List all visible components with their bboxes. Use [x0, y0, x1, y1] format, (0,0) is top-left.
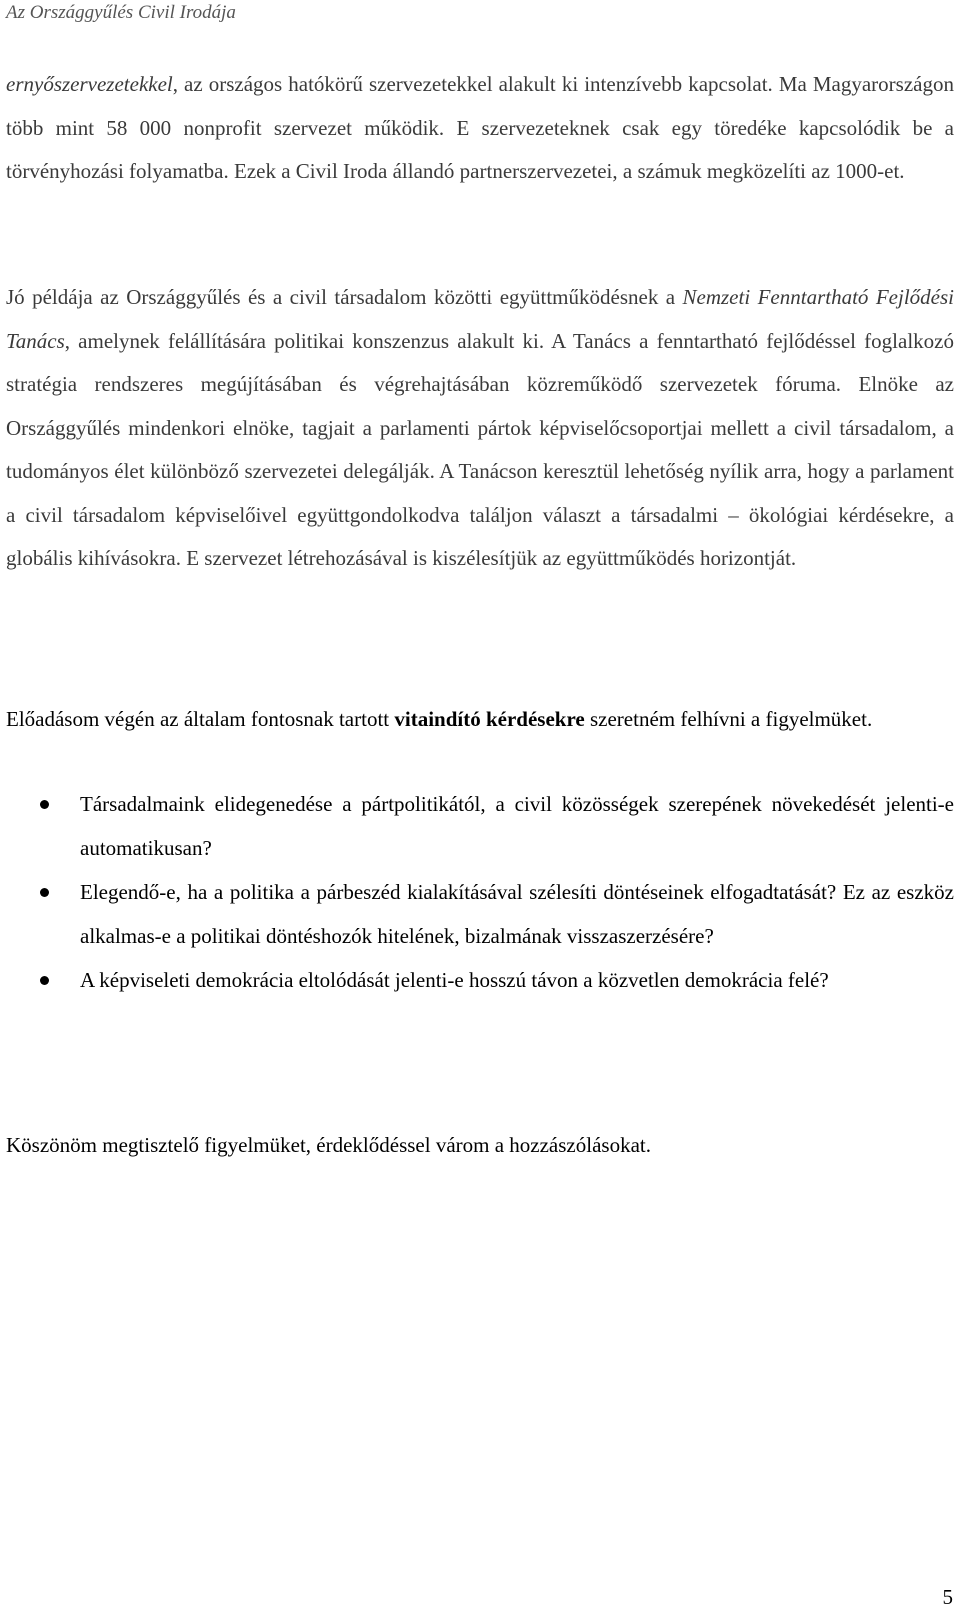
bullet-icon	[40, 976, 49, 985]
paragraph-council-body: , amelynek felállítására politikai konszenzus alakult ki. A Tanács a fenntartható fejlődéssel foglalkozó stratégia rendszeres megújításában és végrehajtásában közreműködő szervezetek fóruma. Elnöke az Országgyűlés mindenkori elnöke, tagjait a parlamenti pártok képviselőcsoportjai mellett a civil társadalom, a tudományos élet különböző szervezetei delegálják. A Tanácson keresztül lehetőség nyílik arra, hogy a parlament a civil társadalom képviselőivel együttgondolkodva találjon választ a társadalmi – ökológiai kérdésekre, a globális kihívásokra. E szervezet létrehozásával is kiszélesítjük az együttműködés horizontját.	[6, 328, 954, 570]
discussion-questions-list	[6, 783, 954, 1004]
bullet-icon	[40, 800, 49, 809]
question-text: Elegendő-e, ha a politika a párbeszéd kialakításával szélesíti döntéseinek elfogadtatását? Ez az eszköz alkalmas-e a politikai döntéshozók hitelének, bizalmának visszaszerzésére?	[80, 880, 954, 948]
paragraph-sustainable-development-council	[6, 276, 954, 581]
list-item	[6, 959, 954, 1003]
emphasis-umbrella-organizations: ernyőszervezetekkel	[6, 72, 173, 96]
bullet-icon	[40, 888, 49, 897]
closing-remark: Köszönöm megtisztelő figyelmüket, érdeklődéssel várom a hozzászólásokat.	[6, 1133, 651, 1157]
paragraph-discussion-questions-intro	[6, 698, 954, 742]
list-item	[6, 871, 954, 958]
paragraph-civil-partners-text: , az országos hatókörű szervezetekkel alakult ki intenzívebb kapcsolat. Ma Magyarországon több mint 58 000 nonprofit szervezet működik. E szervezeteknek csak egy töredéke kapcsolódik be a törvényhozási folyamatba. Ezek a Civil Iroda állandó partnerszervezetei, a számuk megközelíti az 1000-et.	[6, 72, 954, 183]
page-number: 5	[942, 1585, 953, 1609]
council-name: Nemzeti Fenntartható Fejlődési Tanács	[6, 285, 954, 353]
paragraph-council-intro: Jó példája az Országgyűlés és a civil társadalom közötti együttműködésnek a	[6, 285, 683, 309]
paragraph-questions-intro-end: szeretném felhívni a figyelmüket.	[584, 707, 873, 731]
emphasis-discussion-questions: vitaindító kérdésekre	[394, 707, 585, 731]
list-item	[6, 783, 954, 870]
paragraph-questions-intro-start: Előadásom végén az általam fontosnak tartott	[6, 707, 395, 731]
paragraph-civil-partners	[6, 63, 954, 194]
running-header: Az Országgyűlés Civil Irodája	[6, 2, 236, 23]
question-text: A képviseleti demokrácia eltolódását jelenti-e hosszú távon a közvetlen demokrácia felé?	[80, 968, 829, 992]
question-text: Társadalmaink elidegenedése a pártpolitikától, a civil közösségek szerepének növekedését jelenti-e automatikusan?	[80, 792, 954, 860]
